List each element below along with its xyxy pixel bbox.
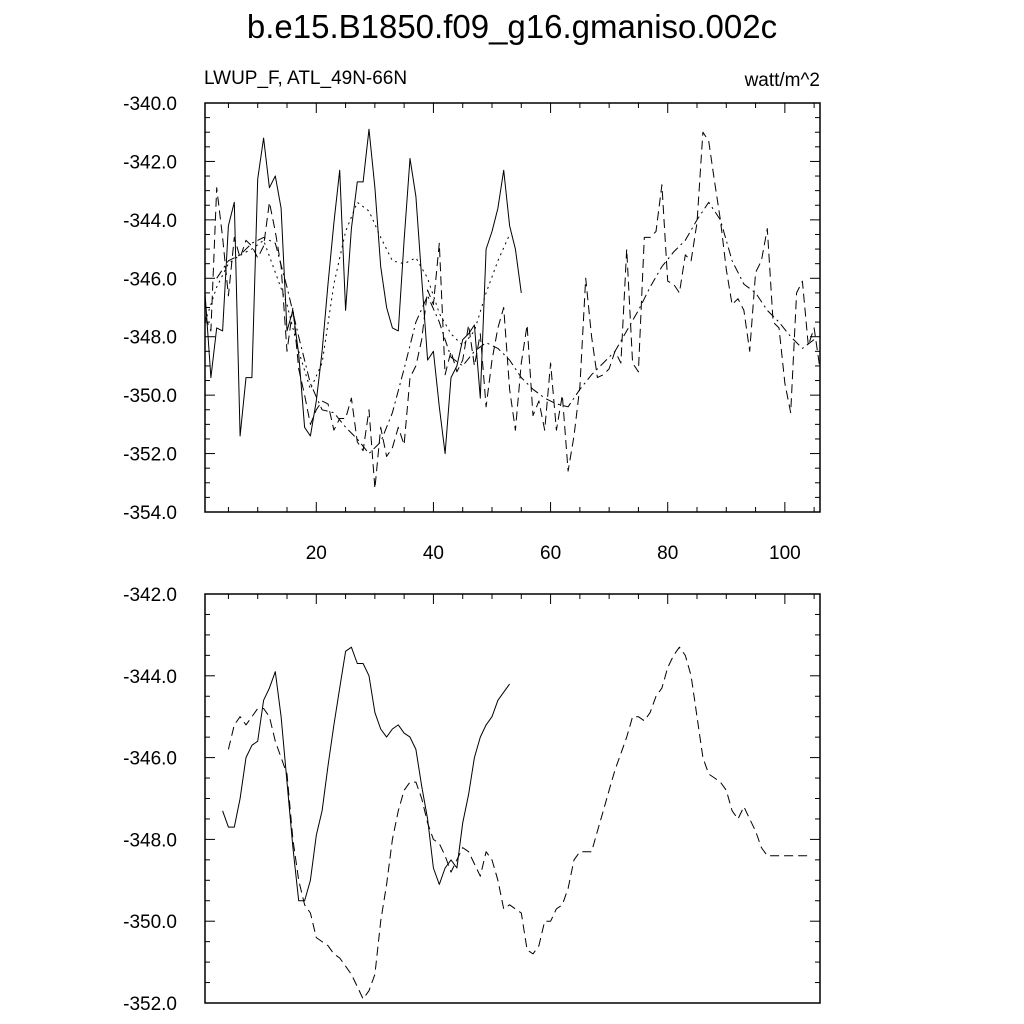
series-line-solid xyxy=(205,129,521,453)
plot-frame xyxy=(205,103,820,512)
y-tick-label: -350.0 xyxy=(123,386,177,408)
y-tick-label: -348.0 xyxy=(123,327,177,349)
y-tick-label: -340.0 xyxy=(123,94,177,115)
y-tick-label: -352.0 xyxy=(123,994,177,1015)
x-tick-label: 100 xyxy=(769,543,801,564)
series-line-solid xyxy=(223,647,510,901)
series-line-dashed xyxy=(228,647,808,999)
series-line-dashdot xyxy=(217,202,814,453)
y-tick-label: -344.0 xyxy=(123,210,177,232)
plot-frame xyxy=(205,594,820,1003)
left-subtitle: LWUP_F, ATL_49N-66N xyxy=(204,68,408,89)
y-tick-label: -350.0 xyxy=(123,912,177,934)
y-tick-label: -346.0 xyxy=(123,269,177,291)
y-tick-label: -342.0 xyxy=(123,152,177,174)
y-tick-label: -348.0 xyxy=(123,830,177,852)
series-line-dotted xyxy=(205,202,510,389)
y-tick-label: -352.0 xyxy=(123,444,177,466)
x-tick-label: 40 xyxy=(422,543,444,564)
y-tick-label: -354.0 xyxy=(123,503,177,524)
bottom-panel xyxy=(123,585,820,1015)
top-panel xyxy=(123,94,820,564)
x-tick-label: 80 xyxy=(657,543,679,564)
y-tick-label: -346.0 xyxy=(123,748,177,770)
y-tick-label: -344.0 xyxy=(123,666,177,688)
right-subtitle: watt/m^2 xyxy=(744,70,820,91)
chart-title: b.e15.B1850.f09_g16.gmaniso.002c xyxy=(246,8,778,45)
x-tick-label: 60 xyxy=(540,543,562,564)
x-tick-label: 20 xyxy=(305,543,327,564)
y-tick-label: -342.0 xyxy=(123,585,177,606)
series-line-dashed xyxy=(205,132,820,488)
